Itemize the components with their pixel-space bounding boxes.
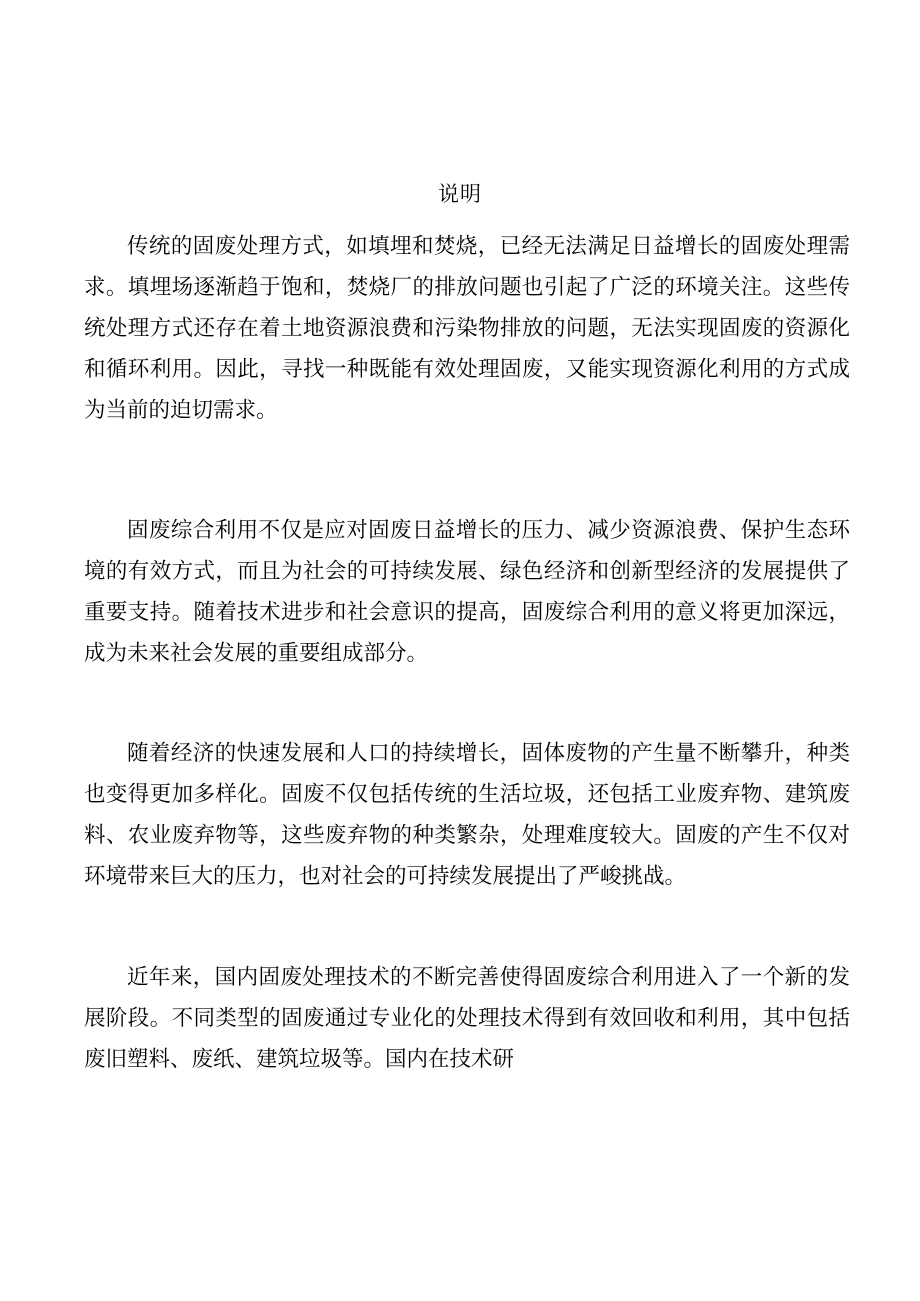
paragraph-3: 随着经济的快速发展和人口的持续增长，固体废物的产生量不断攀升，种类也变得更加多样化。固废不仅包括传统的生活垃圾，还包括工业废弃物、建筑废料、农业废弃物等，这些废弃物的种类繁杂，处理难度较大。固废的产生不仅对环境带来巨大的压力，也对社会的可持续发展提出了严峻挑战。 [84, 741, 850, 889]
paragraph-2: 固废综合利用不仅是应对固废日益增长的压力、减少资源浪费、保护生态环境的有效方式，而且为社会的可持续发展、绿色经济和创新型经济的发展提供了重要支持。随着技术进步和社会意识的提高，固废综合利用的意义将更加深远，成为未来社会发展的重要组成部分。 [84, 518, 850, 666]
document-title: 说明 [438, 182, 482, 206]
paragraph-4: 近年来，国内固废处理技术的不断完善使得固废综合利用进入了一个新的发展阶段。不同类型的固废通过专业化的处理技术得到有效回收和利用，其中包括废旧塑料、废纸、建筑垃圾等。国内在技术研 [84, 965, 850, 1072]
paragraph-1: 传统的固废处理方式，如填埋和焚烧，已经无法满足日益增长的固废处理需求。填埋场逐渐趋于饱和，焚烧厂的排放问题也引起了广泛的环境关注。这些传统处理方式还存在着土地资源浪费和污染物排放的问题，无法实现固废的资源化和循环利用。因此，寻找一种既能有效处理固废，又能实现资源化利用的方式成为当前的迫切需求。 [84, 234, 850, 423]
